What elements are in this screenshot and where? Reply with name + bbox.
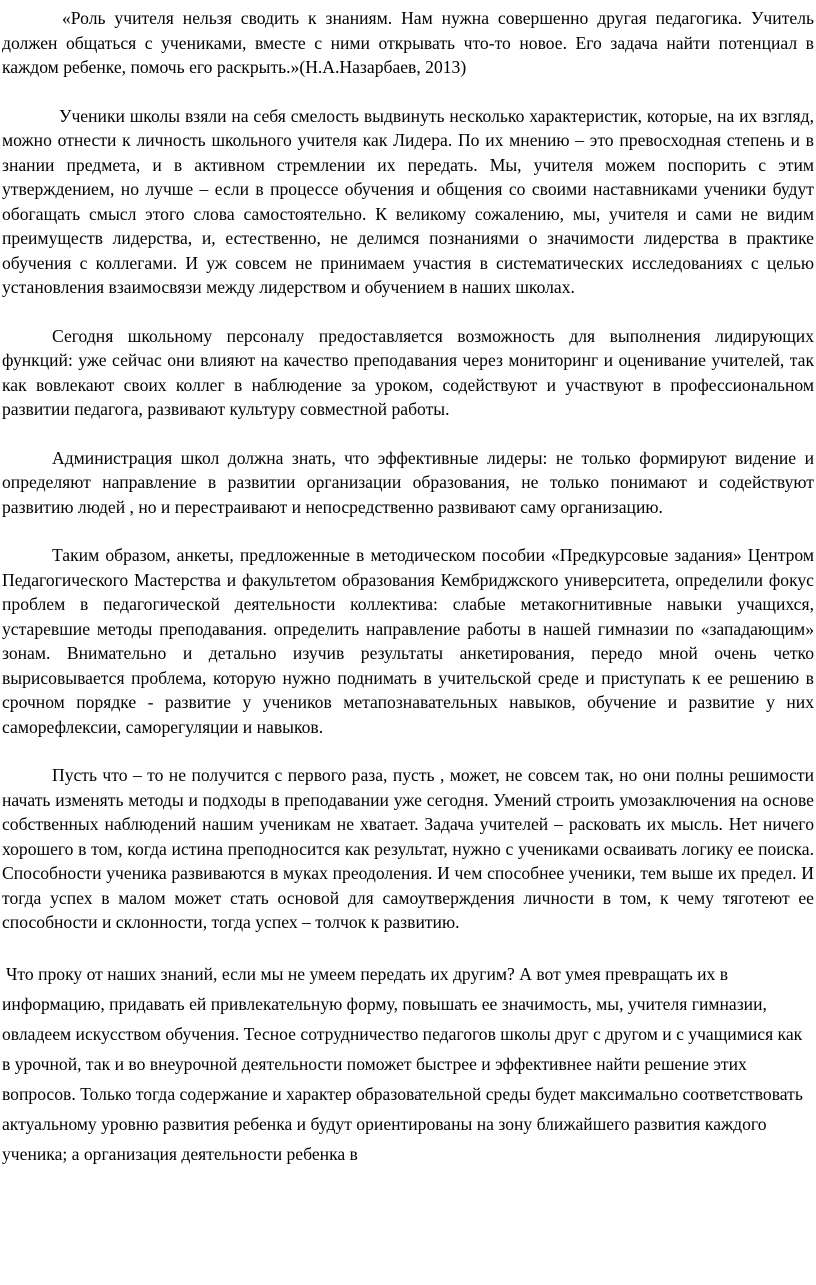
paragraph-administration: Администрация школ должна знать, что эффективные лидеры: не только формируют видение и определяют направление в развитии организации образования, не только понимают и содействуют развитию людей , но и перестраивают и непосредственно развивают саму организацию. — [2, 447, 814, 517]
paragraph-knowledge-transfer: Что проку от наших знаний, если мы не умеем передать их другим? А вот умея превращать их в информацию, придавать ей привлекательную форму, повышать ее значимость, мы, учителя гимназии, овладеем искусством обучения. Тесное сотрудничество педагогов школы друг с другом и с учащимися как в урочной, так и во внеурочной деятельности поможет быстрее и эффективнее найти решение этих вопросов. Только тогда содержание и характер образовательной среды будет максимально соответствовать актуальному уровню развития ребенка и будут ориентированы на зону ближайшего развития каждого ученика; а организация деятельности ребенка в — [2, 963, 803, 1164]
paragraph-students-leadership: Ученики школы взяли на себя смелость выдвинуть несколько характеристик, которые, на их взгляд, можно отнести к личность школьного учителя как Лидера. По их мнению – это превосходная степень и в знании предмета, и в активном стремлении их передать. Мы, учителя можем поспорить с этим утверждением, но лучше – если в процессе обучения и общения со своими наставниками ученики будут обогащать смысл этого слова самостоятельно. К великому сожалению, мы, учителя и сами не видим преимуществ лидерства, и, естественно, не делимся познаниями о значимости лидерства в практике обучения с коллегами. И уж совсем не принимаем участия в систематических исследованиях с целью установления взаимосвязи между лидерством и обучением в наших школах. — [2, 105, 814, 297]
paragraph-questionnaires: Таким образом, анкеты, предложенные в методическом пособии «Предкурсовые задания» Центром Педагогического Мастерства и факультетом образования Кембриджского университета, определили фокус проблем в педагогической деятельности коллектива: слабые метакогнитивные навыки учащихся, устаревшие методы преподавания. определить направление работы в нашей гимназии по «западающим» зонам. Внимательно и детально изучив результаты анкетирования, передо мной очень четко вырисовывается проблема, которую нужно поднимать в учительской среде и приступать к ее решению в срочном порядке - развитие у учеников метапознавательных навыков, обучение и развитие у них саморефлексии, саморегуляции и навыков. — [2, 545, 814, 737]
paragraph-methods-change: Пусть что – то не получится с первого раза, пусть , может, не совсем так, но они полны решимости начать изменять методы и подходы в преподавании уже сегодня. Умений строить умозаключения на основе собственных наблюдений нашим ученикам не хватает. Задача учителей – расковать их мысль. Нет ничего хорошего в том, когда истина преподносится как результат, нужно с учениками осваивать логику ее поиска. Способности ученика развиваются в муках преодоления. И чем способнее ученики, тем выше их предел. И тогда успех в малом может стать основой для самоутверждения личности в том, к чему тяготеют ее способности и склонности, тогда успех – толчок к развитию. — [2, 765, 814, 932]
epigraph-quote: «Роль учителя нельзя сводить к знаниям. Нам нужна совершенно другая педагогика. Учитель должен общаться с учениками, вместе с ними открывать что-то новое. Его задача найти потенциал в каждом ребенке, помочь его раскрыть.»(Н.А.Назарбаев, 2013) — [2, 8, 814, 77]
paragraph-school-staff: Сегодня школьному персоналу предоставляется возможность для выполнения лидирующих функций: уже сейчас они влияют на качество преподавания через мониторинг и оценивание учителей, так как вовлекают своих коллег в наблюдение за уроком, содействуют и участвуют в профессиональном развитии педагога, развивают культуру совместной работы. — [2, 325, 814, 419]
